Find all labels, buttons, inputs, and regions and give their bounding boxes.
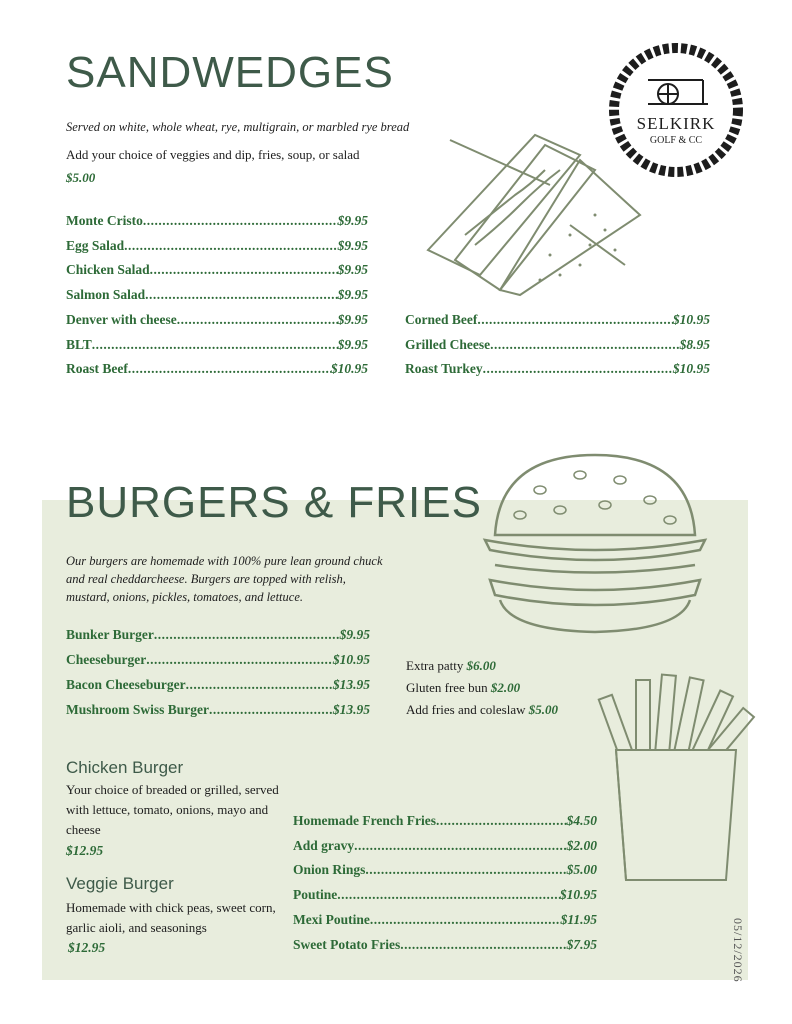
- menu-item-row: [66, 262, 368, 278]
- extra-option: [406, 658, 496, 674]
- menu-item-name: Roast Beef: [66, 361, 128, 377]
- extra-label: Extra patty: [406, 658, 464, 673]
- menu-item-price: $10.95: [672, 312, 710, 327]
- menu-item-row: [66, 238, 368, 254]
- extra-price: $6.00: [466, 658, 496, 673]
- veggie-burger-description: Homemade with chick peas, sweet corn, garlic aioli, and seasonings: [66, 900, 276, 935]
- menu-item-name: Roast Turkey: [405, 361, 483, 377]
- menu-item-name: Bunker Burger: [66, 627, 154, 642]
- extra-option: [406, 702, 558, 718]
- menu-item-row: [293, 912, 597, 928]
- menu-item-price: $8.95: [679, 336, 710, 352]
- chicken-burger-title: Chicken Burger: [66, 758, 184, 777]
- veggie-burger-title: Veggie Burger: [66, 874, 174, 893]
- menu-item-price: $9.95: [337, 237, 368, 253]
- leader-dots: [177, 312, 338, 328]
- leader-dots: [365, 862, 566, 878]
- menu-item-row: [66, 702, 370, 718]
- sandwiches-addon: Add your choice of veggies and dip, fries, soup, or salad: [66, 147, 360, 162]
- menu-item-price: $13.95: [332, 702, 370, 717]
- menu-item-row: [66, 627, 370, 643]
- fries-illustration: [596, 670, 756, 885]
- leader-dots: [154, 627, 340, 643]
- menu-item-row: [66, 213, 368, 229]
- menu-item-price: $9.95: [337, 287, 368, 303]
- extra-label: Gluten free bun: [406, 680, 488, 695]
- leader-dots: [436, 813, 567, 829]
- menu-item-name: Mexi Poutine: [293, 911, 370, 927]
- leader-dots: [400, 937, 566, 953]
- logo-text-selkirk: SELKIRK: [636, 114, 716, 133]
- menu-item-row: [293, 838, 597, 854]
- selkirk-logo: [608, 42, 744, 178]
- menu-item-name: Egg Salad: [66, 237, 125, 253]
- extra-label: Add fries and coleslaw: [406, 702, 526, 717]
- leader-dots: [483, 361, 673, 377]
- menu-item-price: $13.95: [332, 677, 370, 692]
- menu-item-row: [66, 677, 370, 693]
- leader-dots: [370, 912, 561, 928]
- menu-item-name: Corned Beef: [405, 312, 478, 327]
- menu-item-row: [405, 337, 710, 353]
- menu-item-price: $9.95: [337, 213, 368, 228]
- leader-dots: [209, 702, 333, 718]
- menu-item-name: Poutine: [293, 887, 338, 903]
- leader-dots: [477, 312, 673, 328]
- menu-item-name: BLT: [66, 336, 92, 352]
- leader-dots: [92, 337, 338, 353]
- menu-item-name: Homemade French Fries: [293, 813, 436, 828]
- menu-item-row: [66, 312, 368, 328]
- menu-item-name: Add gravy: [293, 837, 355, 853]
- menu-item-row: [66, 652, 370, 668]
- sandwiches-title: SANDWEDGES: [66, 48, 394, 97]
- menu-item-row: [293, 887, 597, 903]
- extra-price: $5.00: [528, 702, 558, 717]
- menu-item-name: Denver with cheese: [66, 311, 177, 327]
- logo-text-golf: GOLF & CC: [649, 135, 703, 146]
- burgers-description: Our burgers are homemade with 100% pure lean ground chuck and real cheddarcheese. Burgers are topped with relish, mustard, onions, pickles, tomatoes, and lettuce.: [66, 554, 383, 604]
- print-date: 05/12/2026: [731, 918, 745, 983]
- menu-item-price: $4.50: [566, 813, 597, 828]
- menu-item-name: Salmon Salad: [66, 287, 146, 303]
- leader-dots: [146, 652, 333, 668]
- menu-item-row: [293, 862, 597, 878]
- leader-dots: [354, 838, 566, 854]
- menu-item-price: $11.95: [560, 911, 597, 927]
- extra-option: [406, 680, 520, 696]
- menu-item-row: [405, 361, 710, 377]
- menu-item-name: Cheeseburger: [66, 652, 147, 667]
- leader-dots: [124, 238, 337, 254]
- menu-item-row: [293, 937, 597, 953]
- menu-item-name: Bacon Cheeseburger: [66, 677, 186, 692]
- sandwiches-addon-price: $5.00: [66, 170, 96, 185]
- menu-item-name: Onion Rings: [293, 862, 366, 878]
- burger-illustration: [480, 450, 710, 640]
- chicken-burger-price: $12.95: [66, 843, 104, 858]
- menu-item-price: $9.95: [339, 627, 370, 642]
- menu-item-price: $10.95: [559, 887, 597, 903]
- menu-item-name: Monte Cristo: [66, 213, 143, 228]
- leader-dots: [337, 887, 560, 903]
- leader-dots: [128, 361, 331, 377]
- menu-item-name: Mushroom Swiss Burger: [66, 702, 210, 717]
- leader-dots: [490, 337, 680, 353]
- chicken-burger-description: Your choice of breaded or grilled, served with lettuce, tomato, onions, mayo and cheese: [66, 782, 279, 837]
- menu-item-row: [66, 287, 368, 303]
- menu-item-name: Chicken Salad: [66, 262, 150, 278]
- menu-item-name: Grilled Cheese: [405, 336, 491, 352]
- leader-dots: [145, 287, 337, 303]
- menu-item-price: $10.95: [330, 361, 368, 377]
- veggie-burger-price: $12.95: [68, 940, 106, 955]
- menu-item-price: $9.95: [337, 336, 368, 352]
- menu-item-price: $2.00: [566, 837, 597, 853]
- menu-item-price: $5.00: [566, 862, 597, 878]
- menu-item-row: [405, 312, 710, 328]
- extra-price: $2.00: [490, 680, 521, 695]
- menu-item-name: Sweet Potato Fries: [293, 936, 401, 952]
- menu-item-price: $10.95: [672, 361, 710, 377]
- menu-item-price: $7.95: [566, 936, 597, 952]
- leader-dots: [143, 213, 338, 229]
- menu-item-row: [66, 361, 368, 377]
- menu-item-row: [293, 813, 597, 829]
- menu-item-price: $9.95: [337, 311, 368, 327]
- menu-item-price: $9.95: [337, 262, 368, 278]
- leader-dots: [186, 677, 333, 693]
- burgers-title: BURGERS & FRIES: [66, 478, 482, 527]
- menu-item-row: [66, 337, 368, 353]
- menu-item-price: $10.95: [332, 652, 370, 667]
- sandwiches-subtitle: Served on white, whole wheat, rye, multigrain, or marbled rye bread: [66, 120, 410, 134]
- leader-dots: [150, 262, 338, 278]
